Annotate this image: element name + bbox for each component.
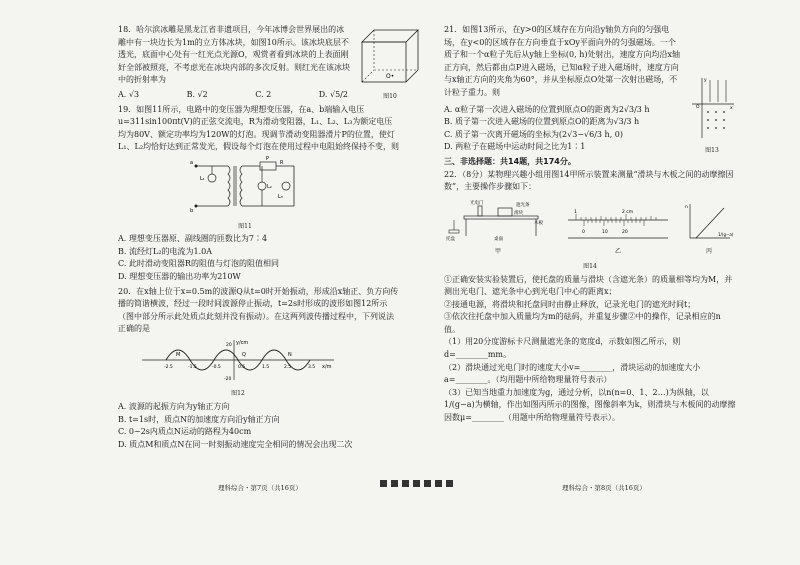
svg-text:1: 1: [574, 209, 577, 215]
figure-14: [444, 196, 734, 259]
q18-text: 18．哈尔滨冰雕是黑龙江省非遗项目，今年冰博会世界展出的冰雕中有一块边长为1m的立方体冰块，如图10所示。该冰块底层不透光，底面中心处有一红光点光源O，观赏者看到冰块的上表面刚好全部被照亮，不考虑光在冰块内部的多次反射。则红光在该冰块中的折射率为: [118, 25, 350, 85]
question-19: [118, 104, 400, 284]
q18-option-b: B. √2: [186, 89, 208, 99]
svg-text:2 cm: 2 cm: [622, 209, 634, 215]
figure-12: [138, 338, 338, 401]
figure-13: [688, 76, 736, 157]
q21-text: 21．如图13所示，在y>0的区域存在方向沿y轴负方向的匀强电场，在y<0的区域存在方向垂直于xOy平面向外的匀强磁场。一个质子和一个α粒子先后从y轴上坐标(0, h)处射出，速度方向均沿x轴正方向，然后都由点P进入磁场，已知α粒子进入磁场时，速度方向与x轴正方向的夹角为60°，并从坐标原点O处第一次射出磁场，不计粒子重力。则: [444, 25, 681, 97]
svg-text:P: P: [266, 155, 270, 162]
svg-text:a: a: [190, 159, 194, 166]
svg-text:遮光条: 遮光条: [516, 202, 530, 208]
figure-10-caption: 图10: [383, 92, 397, 100]
figure-10: [358, 26, 430, 103]
q21-option-d: D. 两粒子在磁场中运动时间之比为1∶1: [444, 142, 586, 152]
figure-14-bing: [684, 202, 734, 259]
q20-option-a: A. 波源的起振方向为y轴正方向: [118, 402, 230, 412]
q20-option-c: C. 0~2s内质点N运动的路程为40cm: [118, 427, 252, 437]
svg-text:滑块: 滑块: [514, 210, 523, 216]
svg-text:R: R: [280, 159, 284, 166]
svg-text:木板: 木板: [534, 220, 543, 226]
n-vs-inverse-graph: [684, 202, 734, 242]
q22-part-1: （1）用20分度游标卡尺测量遮光条的宽度d，示数如图乙所示，则d=________mm。: [444, 337, 681, 360]
q22-step-1: ①正确安装实验装置后，使托盘的质量与滑块（含遮光条）的质量相等均为M，并测出光电门、遮光条中心到光电门中心的距离x；: [444, 274, 733, 297]
svg-text:20: 20: [226, 342, 232, 348]
q22-text: 22．（8分）某物理兴趣小组用图14甲所示装置来测量“滑块与木板之间的动摩擦因数”，主要操作步骤如下：: [444, 169, 734, 192]
x-axis-label: x/m: [322, 363, 332, 370]
svg-text:b: b: [190, 207, 194, 214]
wave-diagram: [138, 338, 338, 384]
circuit-diagram: [190, 156, 300, 216]
binding-marks: [380, 480, 453, 487]
figure-14-yi-label: 乙: [614, 248, 621, 256]
svg-text:10: 10: [602, 229, 608, 235]
svg-text:0: 0: [582, 229, 585, 235]
right-page: [444, 24, 736, 425]
svg-text:1.5: 1.5: [262, 364, 270, 370]
figure-14-jia: [444, 196, 552, 259]
q19-option-d: D. 理想变压器的输出功率为210W: [118, 271, 241, 281]
q20-text: 20．在x轴上位于x=0.5m的波源Q从t=0时开始振动，形成沿x轴正、负方向传播的简谐横波，经过一段时间波源停止振动，t=2s时形成的波形如图12所示（图中部分所示此处质点此刻并没有振动）。在这两列波传播过程中，下列说法正确的是: [118, 286, 399, 334]
svg-text:y: y: [704, 78, 707, 83]
figure-14-jia-label: 甲: [494, 248, 501, 256]
y-axis-label: y/cm: [236, 339, 249, 346]
figure-14-caption: 图14: [583, 262, 597, 270]
svg-text:L₃: L₃: [278, 193, 283, 200]
q22-steps: [444, 274, 736, 425]
question-21: [444, 24, 736, 154]
svg-text:2.5: 2.5: [284, 364, 292, 370]
svg-text:M: M: [176, 351, 181, 358]
q21-option-b: B. 质子第一次进入磁场的位置到原点O的距离为√3/3 h: [444, 117, 640, 127]
q19-text: 19．如图11所示，电路中的变压器为理想变压器，在a、b端输入电压u=311sin100πt(V)的正弦交流电，R为滑动变阻器，L₁、L₂、L₃为额定电压均为80V、额定功率均为120W的灯泡。现调节滑动变阻器滑片P的位置，使灯L₁、L₂均恰好达到正常发光，假设每个灯泡在使用过程中电阻始终保持不变，则: [118, 104, 400, 152]
vernier-caliper: [566, 208, 670, 242]
svg-text:-0.5: -0.5: [212, 364, 221, 370]
svg-text:-1.5: -1.5: [188, 364, 197, 370]
q20-option-d: D. 质点M和质点N在同一时刻振动速度完全相同的情况会出现二次: [118, 439, 353, 449]
right-page-footer: 理科综合・第8页（共16页）: [562, 484, 646, 492]
svg-text:O: O: [696, 105, 700, 110]
svg-text:1/(g−a): 1/(g−a): [718, 231, 734, 237]
light-source-label: O•: [386, 73, 395, 80]
svg-text:L₂: L₂: [267, 183, 272, 190]
q18-option-d: D. √5/2: [318, 89, 348, 99]
q18-option-c: C. 2: [255, 89, 272, 99]
svg-text:x: x: [730, 106, 733, 111]
q22-step-3: ③依次往托盘中加入质量均为m的砝码，并重复步骤②中的操作，记录相应的n值。: [444, 312, 721, 334]
left-page-footer: 理科综合・第7页（共16页）: [218, 484, 302, 492]
svg-text:3.5: 3.5: [308, 364, 316, 370]
q19-option-a: A. 理想变压器原、副线圈的匝数比为7∶4: [118, 234, 268, 244]
figure-14-yi: [566, 208, 670, 259]
section-heading: 三、非选择题：共14题，共174分。: [444, 156, 576, 166]
figure-11-caption: 图11: [238, 222, 252, 230]
svg-text:L₁: L₁: [200, 175, 205, 182]
q18-options: [118, 89, 348, 102]
figure-13-caption: 图13: [705, 146, 719, 154]
q19-option-b: B. 流经灯L₂的电流为1.0A: [118, 246, 212, 256]
q21-option-a: A. α粒子第一次进入磁场的位置到原点O的距离为2√3/3 h: [444, 104, 650, 114]
figure-11: [190, 156, 300, 233]
field-diagram: [688, 76, 736, 140]
question-18: [118, 24, 400, 102]
question-22: [444, 169, 736, 425]
cube-diagram: [358, 26, 422, 86]
svg-text:Q: Q: [242, 351, 246, 358]
svg-text:20: 20: [622, 229, 628, 235]
q22-part-2: （2）滑块通过光电门时的速度大小v=________，滑块运动的加速度大小a=________。（均用题中所给物理量符号表示）: [444, 362, 701, 385]
left-page: [118, 24, 400, 451]
q20-options: [118, 401, 400, 451]
svg-text:-2.5: -2.5: [164, 364, 173, 370]
q19-options: [118, 233, 400, 283]
question-20: [118, 286, 400, 452]
svg-text:0.5: 0.5: [238, 364, 246, 370]
svg-text:光电门: 光电门: [470, 200, 484, 206]
q22-step-2: ②接通电源，将滑块和托盘同时由静止释放，记录光电门的遮光时间t；: [444, 299, 696, 309]
svg-text:n: n: [685, 204, 688, 210]
q19-option-c: C. 此时滑动变阻器R的阻值与灯泡的阻值相同: [118, 259, 279, 269]
svg-text:桌面: 桌面: [494, 236, 503, 242]
figure-12-caption: 图12: [231, 390, 245, 398]
q22-part-3: （3）已知当地重力加速度为g，通过分析，以n(n=0、1、2…)为纵轴，以1/(g−a)为横轴，作出如图丙所示的图像，图像斜率为k，则滑块与木板间的动摩擦因数μ=________（用题中所给物理量符号表示）。: [444, 387, 736, 423]
svg-text:-20: -20: [224, 376, 232, 382]
svg-text:托盘: 托盘: [446, 236, 455, 242]
apparatus-diagram: [444, 196, 552, 242]
figure-14-bing-label: 丙: [705, 248, 712, 256]
q20-option-b: B. t=1s时，质点N的加速度方向沿y轴正方向: [118, 414, 280, 424]
q18-option-a: A. √3: [118, 89, 140, 99]
svg-text:N: N: [288, 351, 292, 358]
q21-option-c: C. 质子第一次离开磁场的坐标为(2√3−√6/3 h, 0): [444, 129, 623, 139]
